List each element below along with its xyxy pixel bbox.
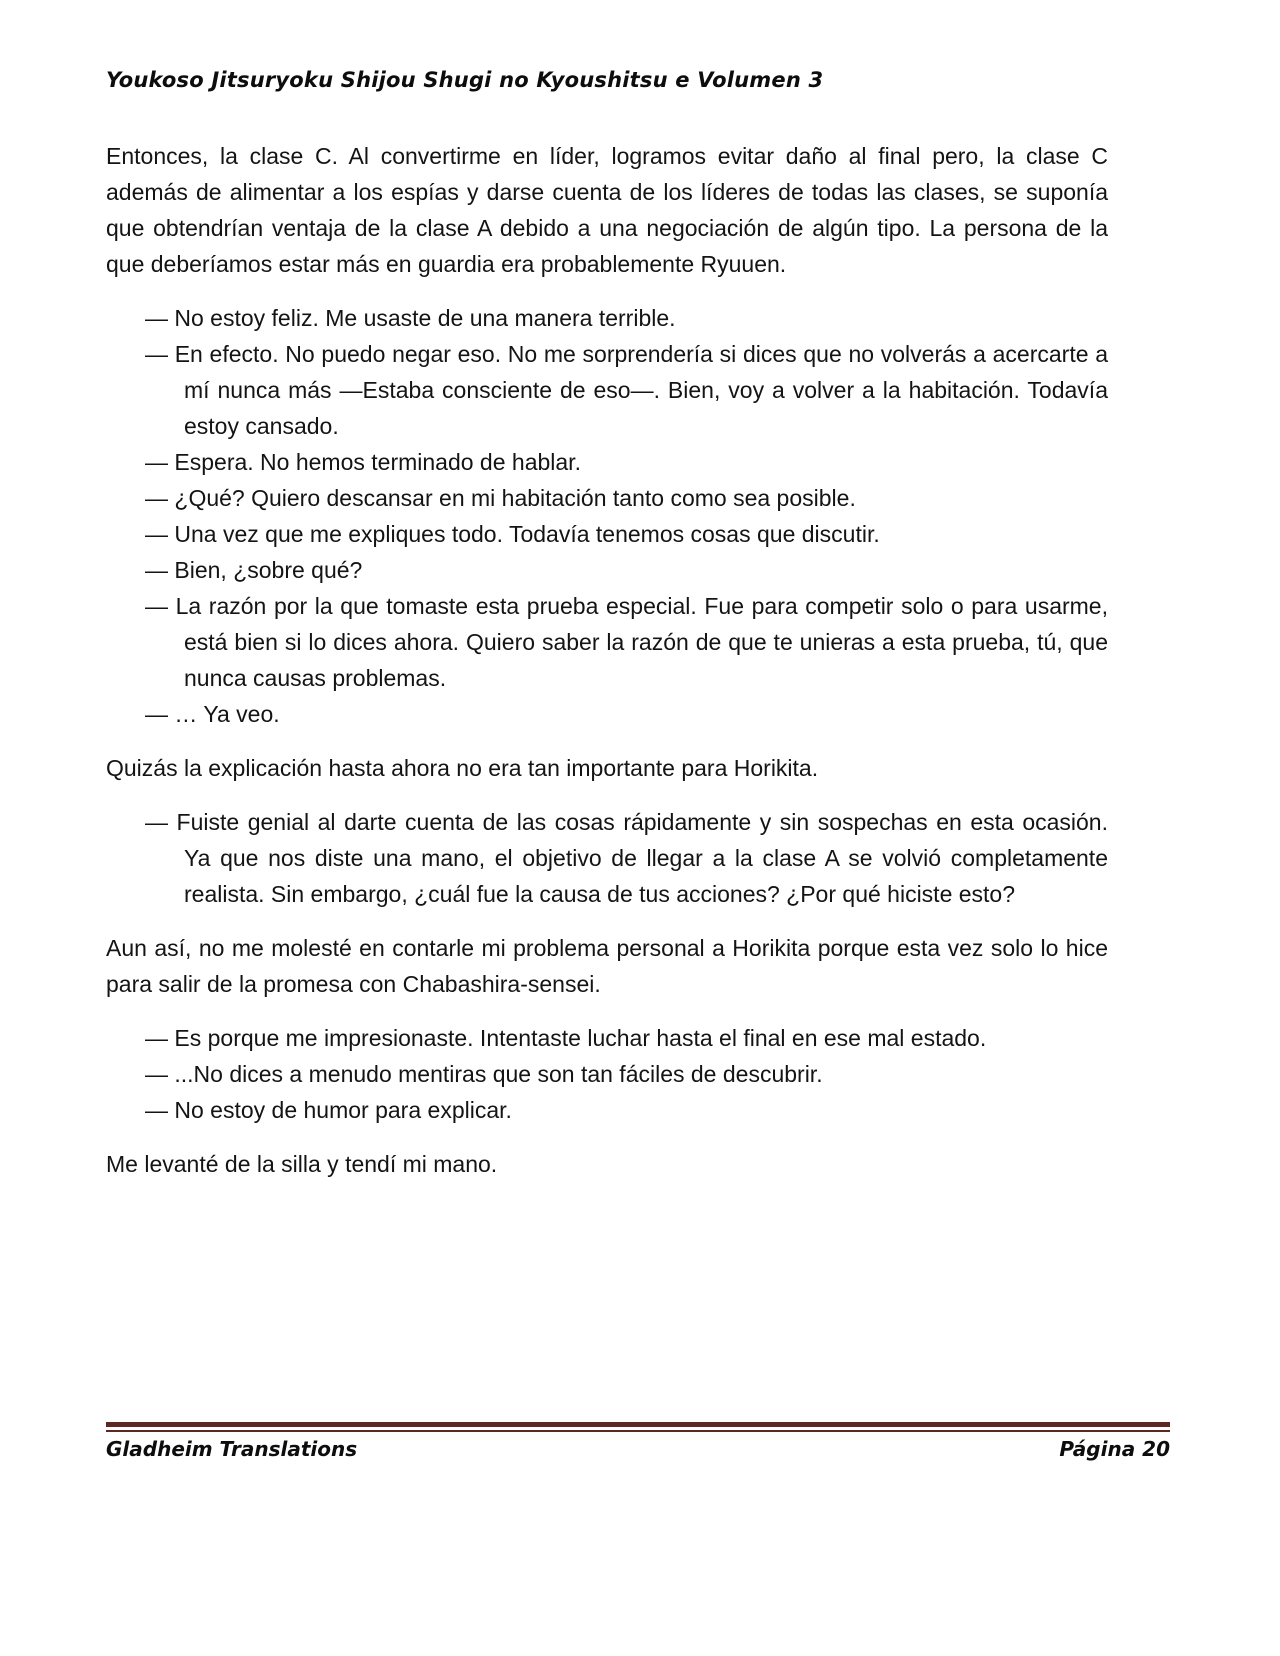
dialogue-line: — No estoy de humor para explicar. — [145, 1097, 512, 1123]
paragraph: Quizás la explicación hasta ahora no era tan importante para Horikita. — [106, 755, 819, 781]
paragraph: Entonces, la clase C. Al convertirme en líder, logramos evitar daño al final pero, la clase C además de alimentar a los espías y darse cuenta de los líderes de todas las clases, se suponía que obtendrían ventaja de la clase A debido a una negociación de algún tipo. La persona de la que deberíamos estar más en guardia era probablemente Ryuuen. — [106, 143, 1108, 277]
footer-divider — [106, 1422, 1170, 1432]
page-footer — [106, 1422, 1170, 1461]
page-header-title: Youkoso Jitsuryoku Shijou Shugi no Kyoushitsu e Volumen 3 — [106, 68, 824, 92]
dialogue-block — [106, 300, 1108, 732]
page-body — [106, 138, 1108, 1200]
dialogue-line: — Espera. No hemos terminado de hablar. — [145, 449, 581, 475]
dialogue-line: — Bien, ¿sobre qué? — [145, 557, 363, 583]
footer-page-number: Página 20 — [1059, 1437, 1170, 1461]
dialogue-line: — En efecto. No puedo negar eso. No me sorprendería si dices que no volverás a acercarte a mí nunca más —Estaba consciente de eso—. Bien, voy a volver a la habitación. Todavía estoy cansado. — [145, 341, 1108, 439]
dialogue-line: — ...No dices a menudo mentiras que son tan fáciles de descubrir. — [145, 1061, 823, 1087]
dialogue-line: — ¿Qué? Quiero descansar en mi habitación tanto como sea posible. — [145, 485, 856, 511]
footer-row — [106, 1437, 1170, 1461]
dialogue-line: — No estoy feliz. Me usaste de una manera terrible. — [145, 305, 676, 331]
dialogue-line: — Fuiste genial al darte cuenta de las cosas rápidamente y sin sospechas en esta ocasión. Ya que nos diste una mano, el objetivo de llegar a la clase A se volvió completamente realista. Sin embargo, ¿cuál fue la causa de tus acciones? ¿Por qué hiciste esto? — [145, 809, 1108, 907]
dialogue-line: — … Ya veo. — [145, 701, 280, 727]
dialogue-line: — Es porque me impresionaste. Intentaste luchar hasta el final en ese mal estado. — [145, 1025, 987, 1051]
dialogue-line: — Una vez que me expliques todo. Todavía tenemos cosas que discutir. — [145, 521, 880, 547]
dialogue-block — [106, 804, 1108, 912]
dialogue-block — [106, 1020, 1108, 1128]
paragraph: Aun así, no me molesté en contarle mi problema personal a Horikita porque esta vez solo lo hice para salir de la promesa con Chabashira-sensei. — [106, 935, 1108, 997]
footer-translator-credit: Gladheim Translations — [106, 1437, 358, 1461]
paragraph: Me levanté de la silla y tendí mi mano. — [106, 1151, 498, 1177]
dialogue-line: — La razón por la que tomaste esta prueba especial. Fue para competir solo o para usarme, está bien si lo dices ahora. Quiero saber la razón de que te unieras a esta prueba, tú, que nunca causas problemas. — [145, 593, 1108, 691]
